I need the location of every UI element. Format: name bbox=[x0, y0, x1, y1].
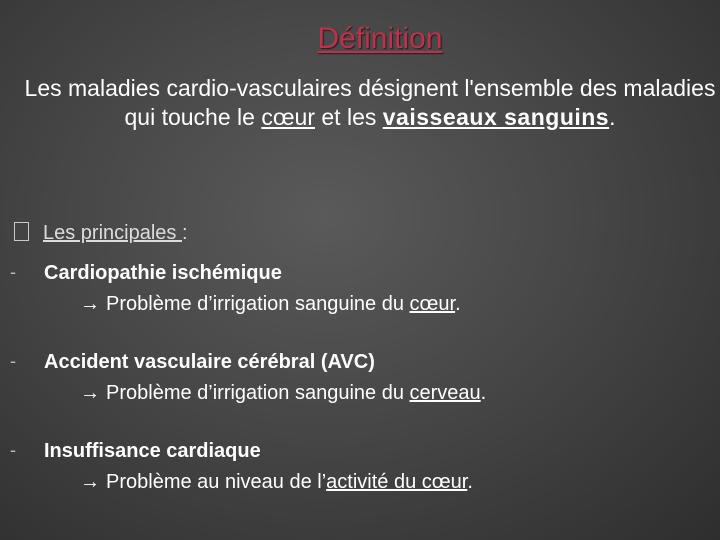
item-period: . bbox=[455, 293, 461, 315]
definition-keyword-heart: cœur bbox=[261, 104, 315, 130]
list-item bbox=[10, 440, 710, 529]
list-item bbox=[10, 351, 710, 440]
item-description bbox=[80, 471, 473, 494]
item-period: . bbox=[467, 471, 473, 493]
arrow-right-icon: → bbox=[80, 471, 100, 493]
definition-paragraph bbox=[20, 74, 720, 132]
item-description-text: Problème d’irrigation sanguine du bbox=[106, 293, 410, 315]
definition-keyword-vessels: vaisseaux sanguins bbox=[382, 104, 610, 130]
item-heading: Accident vasculaire cérébral (AVC) bbox=[44, 351, 375, 373]
arrow-right-icon: → bbox=[80, 382, 100, 404]
disease-list bbox=[10, 262, 710, 529]
definition-period: . bbox=[609, 104, 616, 130]
definition-text-2: et les bbox=[315, 104, 383, 130]
item-description bbox=[80, 382, 486, 405]
section-colon: : bbox=[181, 222, 188, 244]
slide-title: Définition bbox=[317, 22, 443, 55]
item-heading: Cardiopathie ischémique bbox=[44, 262, 282, 284]
dash-bullet-icon: - bbox=[10, 351, 16, 371]
section-heading bbox=[14, 222, 188, 245]
item-keyword: activité du cœur bbox=[326, 471, 468, 493]
item-keyword: cœur bbox=[409, 293, 456, 315]
dash-bullet-icon: - bbox=[10, 440, 16, 460]
item-heading: Insuffisance cardiaque bbox=[44, 440, 261, 462]
dash-bullet-icon: - bbox=[10, 262, 16, 282]
square-bullet-icon bbox=[14, 222, 29, 241]
list-item bbox=[10, 262, 710, 351]
item-description-text: Problème d’irrigation sanguine du bbox=[106, 382, 410, 404]
item-keyword: cerveau bbox=[409, 382, 481, 404]
section-label: Les principales bbox=[43, 222, 182, 244]
item-description bbox=[80, 293, 461, 316]
item-period: . bbox=[480, 382, 487, 404]
definition-text-1: Les maladies cardio-vasculaires désignent l'ensemble des maladies qui touche le bbox=[24, 75, 716, 130]
item-description-text: Problème au niveau de l’ bbox=[106, 471, 327, 493]
arrow-right-icon: → bbox=[80, 293, 100, 315]
